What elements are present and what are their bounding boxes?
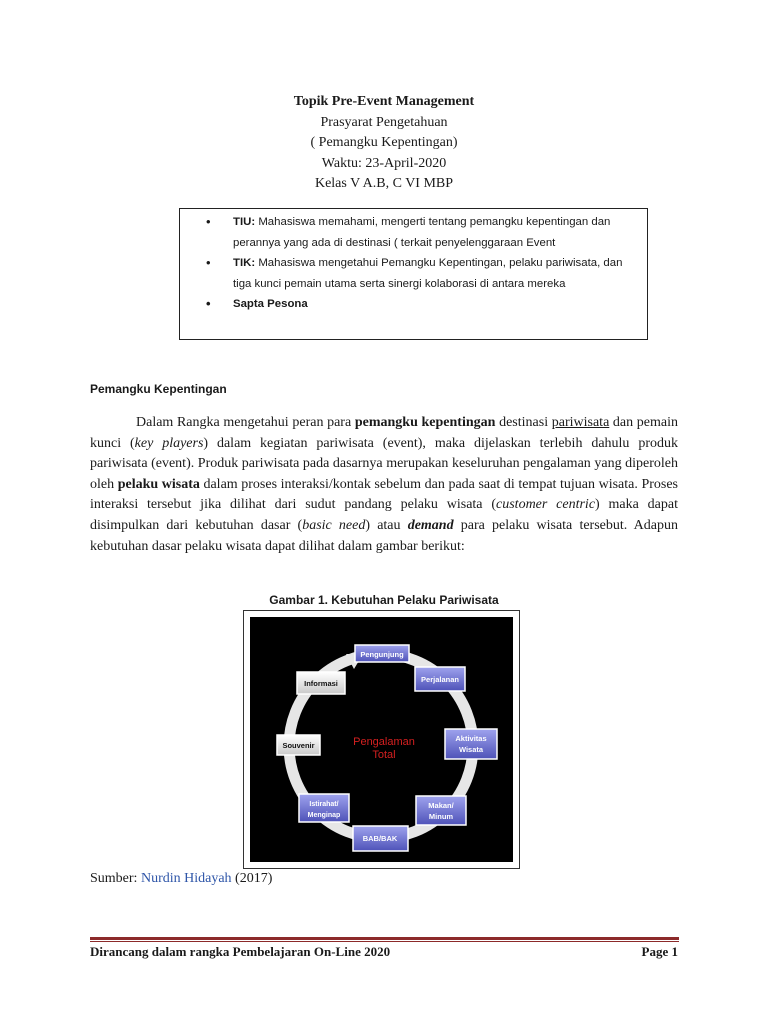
svg-text:Souvenir: Souvenir: [282, 741, 315, 750]
node-aktivitas-wisata: [445, 729, 497, 759]
svg-text:Aktivitas: Aktivitas: [455, 734, 487, 743]
footer-divider: [90, 937, 679, 940]
document-header: [0, 92, 768, 195]
node-informasi: [297, 672, 345, 694]
objective-sapta-pesona: • Sapta Pesona: [206, 294, 637, 315]
figure-caption: Gambar 1. Kebutuhan Pelaku Pariwisata: [269, 593, 499, 607]
footer-divider-thin: [90, 941, 679, 942]
center-label-line2: Total: [372, 749, 396, 761]
svg-text:Wisata: Wisata: [458, 745, 484, 754]
svg-text:Minum: Minum: [428, 812, 454, 821]
header-subtitle: Prasyarat Pengetahuan: [320, 114, 448, 130]
footer-note: Dirancang dalam rangka Pembelajaran On-Line 2020: [90, 944, 391, 959]
document-title: Topik Pre-Event Management: [293, 94, 475, 109]
node-pengunjung: [355, 645, 409, 662]
source-author-link[interactable]: Nurdin Hidayah: [140, 871, 232, 886]
svg-text:BAB/BAK: BAB/BAK: [362, 834, 398, 843]
objectives-box: [179, 208, 648, 340]
pariwisata-link[interactable]: pariwisata: [551, 415, 610, 430]
svg-text:Informasi: Informasi: [304, 679, 338, 688]
source-citation: Sumber: Nurdin Hidayah (2017): [90, 871, 273, 886]
objective-tik: • TIK: Mahasiswa mengetahui Pemangku Kepentingan, pelaku pariwisata, dan tiga kunci pemain utama serta sinergi kolaborasi di antara mereka: [206, 253, 637, 294]
node-bab-bak: [353, 826, 408, 851]
header-date: Waktu: 23-April-2020: [321, 155, 447, 171]
node-souvenir: [277, 735, 320, 755]
node-istirahat-menginap: [299, 794, 349, 822]
svg-text:Makan/: Makan/: [428, 801, 454, 810]
header-topic: ( Pemangku Kepentingan): [310, 135, 458, 150]
svg-text:Pengunjung: Pengunjung: [360, 650, 404, 659]
center-label-line1: Pengalaman: [353, 736, 415, 748]
svg-text:Menginap: Menginap: [307, 812, 341, 819]
section-heading: Pemangku Kepentingan: [90, 382, 227, 396]
page-number: Page 1: [641, 944, 678, 959]
svg-text:Perjalanan: Perjalanan: [421, 675, 459, 684]
body-paragraph: Dalam Rangka mengetahui peran para pemangku kepentingan destinasi pariwisata dan pemain kunci (key players) dalam kegiatan pariwisata (event), maka dijelaskan terlebih dahulu produk pariwisata (event). Produk pariwisata pada dasarnya merupakan keseluruhan pengalaman yang diperoleh oleh pelaku wisata dalam proses interaksi/kontak sebelum dan pada saat di tempat tujuan wisata. Proses interaksi tersebut jika dilihat dari sudut pandang pelaku wisata (customer centric) maka dapat disimpulkan dari kebutuhan dasar (basic need) atau demand para pelaku wisata tersebut. Adapun kebutuhan dasar pelaku wisata dapat dilihat dalam gambar berikut:: [90, 415, 679, 554]
header-class: Kelas V A.B, C VI MBP: [314, 176, 454, 191]
tourist-needs-diagram: [250, 617, 513, 862]
svg-text:Istirahat/: Istirahat/: [309, 801, 339, 808]
objectives-list: [180, 209, 647, 315]
figure-frame: [243, 610, 520, 869]
objective-tiu: • TIU: Mahasiswa memahami, mengerti tentang pemangku kepentingan dan perannya yang ada di destinasi ( terkait penyelenggaraan Event: [206, 212, 637, 253]
node-makan-minum: [416, 796, 466, 825]
node-perjalanan: [415, 667, 465, 691]
